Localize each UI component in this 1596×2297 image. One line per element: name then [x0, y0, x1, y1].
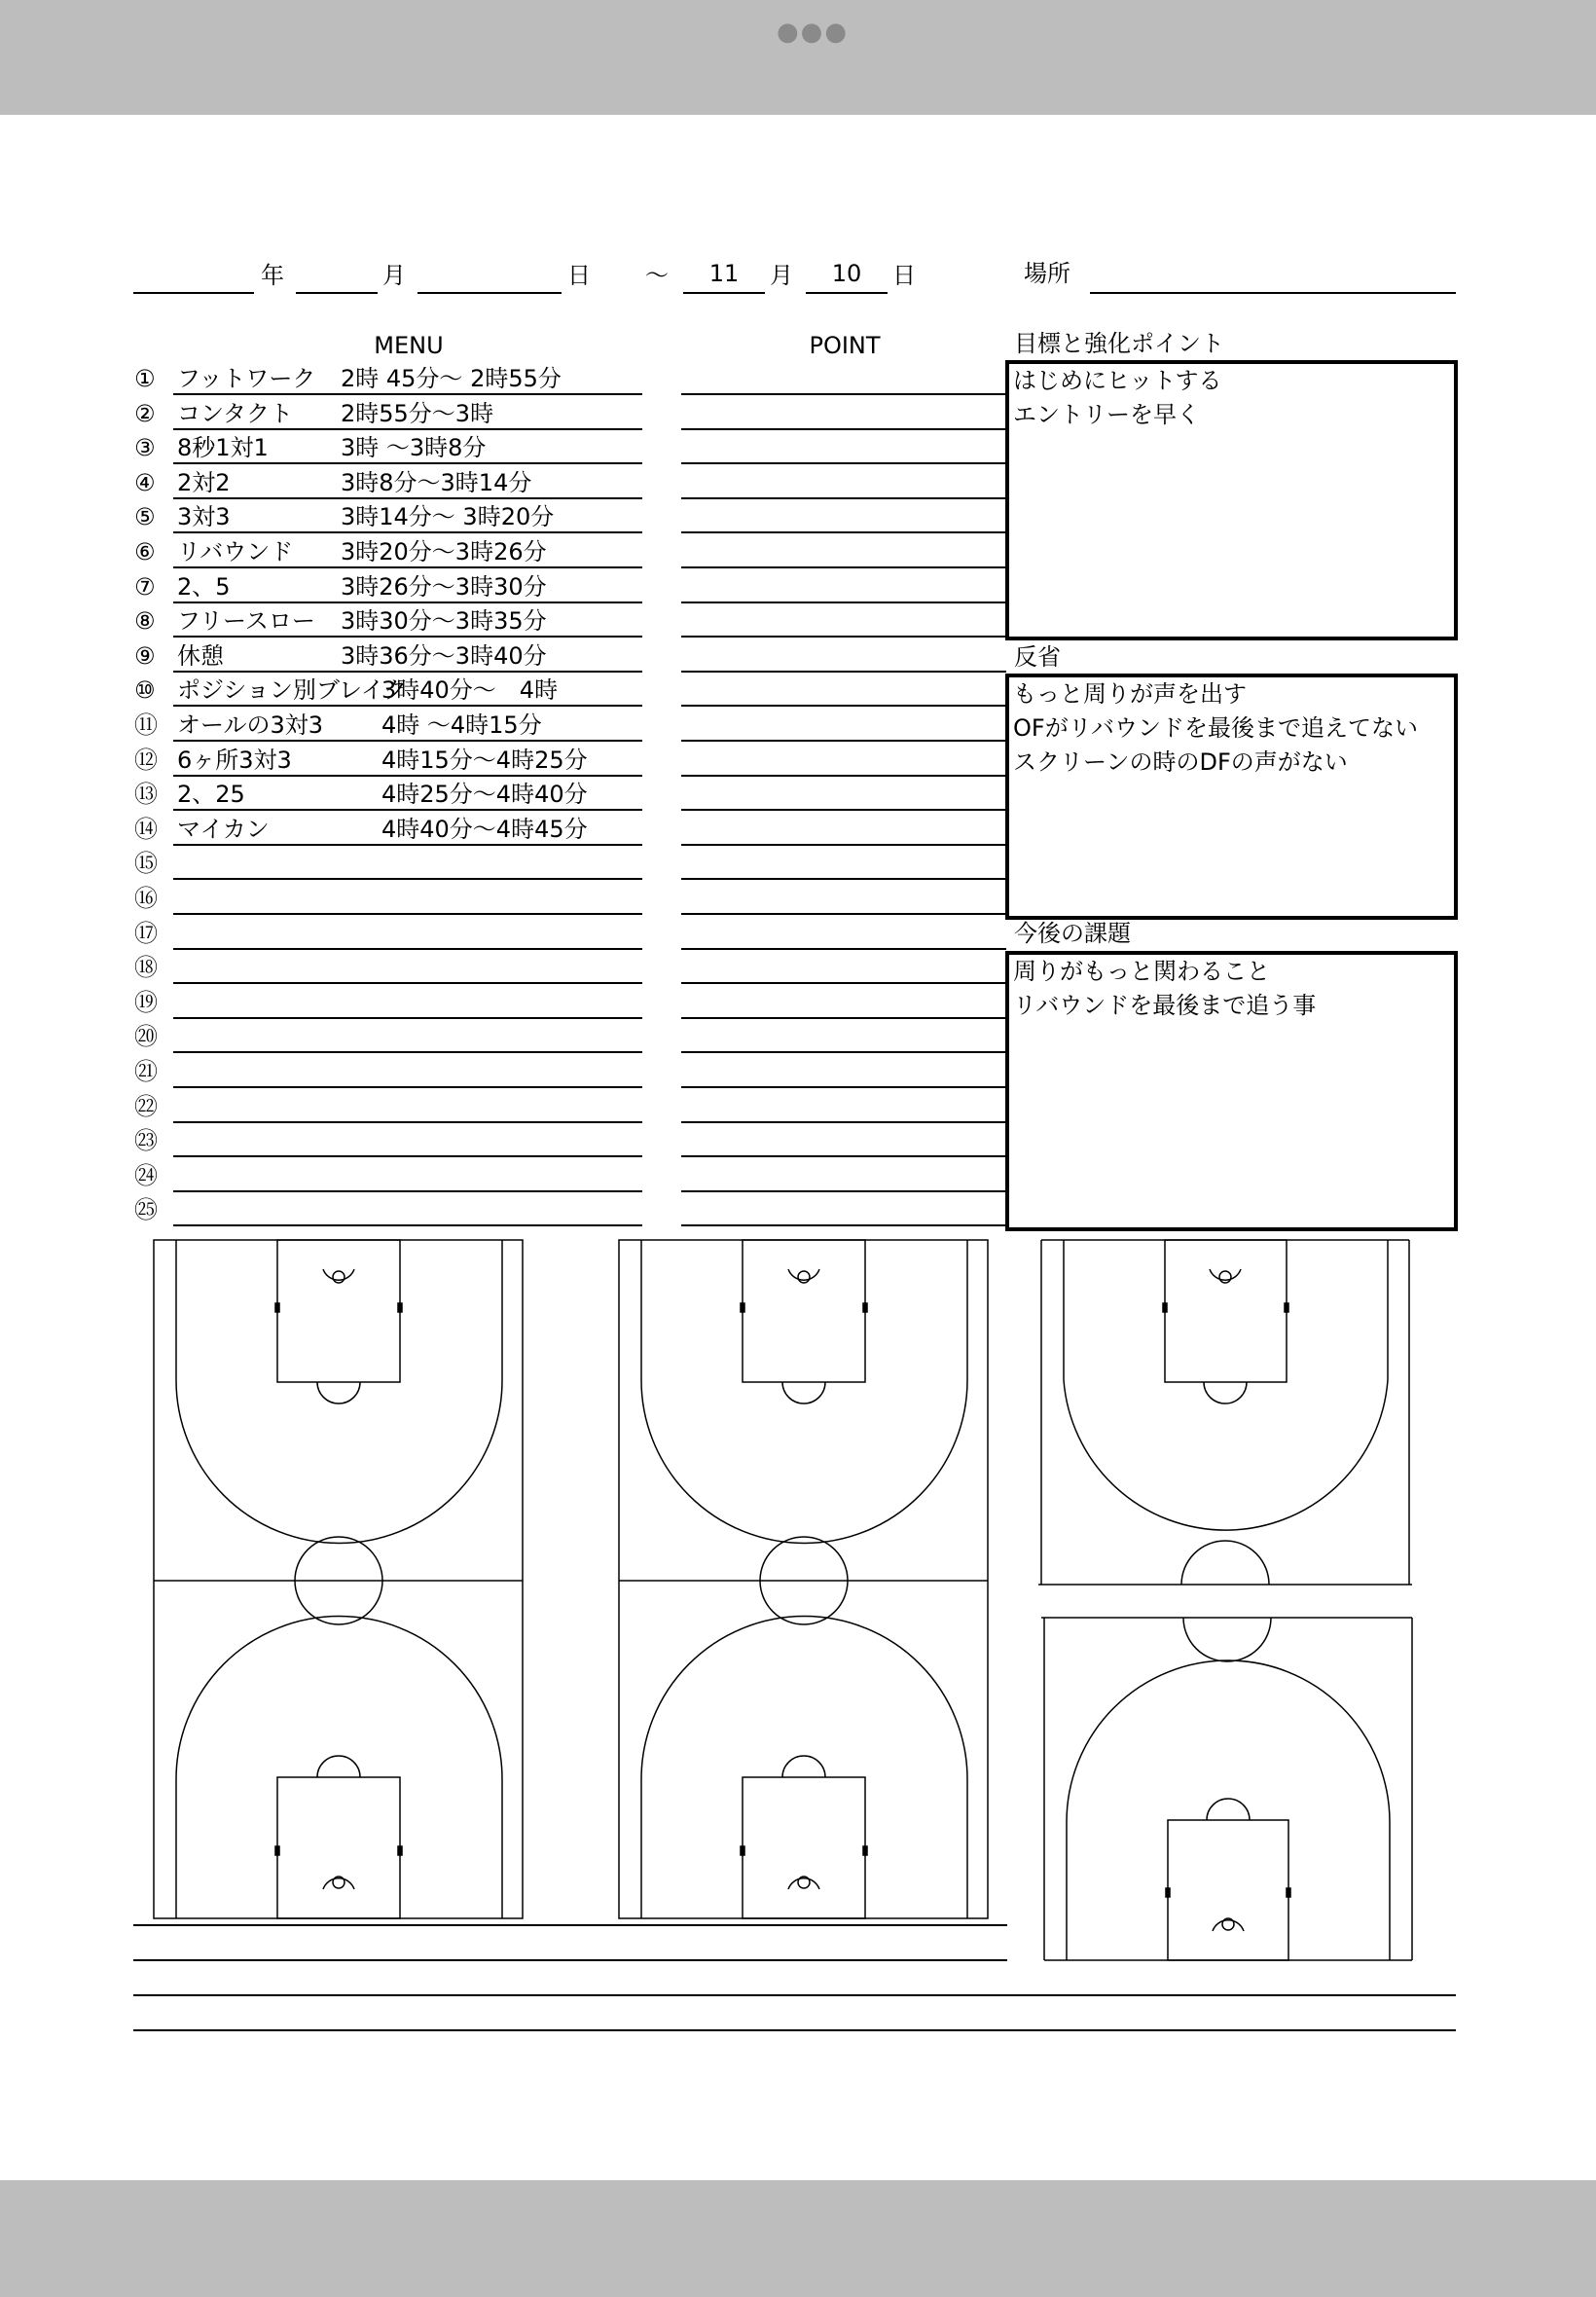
goals-title: 目標と強化ポイント: [1014, 330, 1224, 357]
place-label: 場所: [1024, 260, 1070, 287]
menu-number: ⑭: [134, 815, 158, 843]
month-label: 月: [382, 262, 406, 289]
reflection-line: スクリーンの時のDFの声がない: [1013, 748, 1348, 776]
year-label: 年: [261, 262, 284, 289]
menu-name[interactable]: 2、25: [177, 781, 245, 809]
to-day-value[interactable]: 10: [831, 260, 862, 287]
menu-name[interactable]: リバウンド: [177, 538, 294, 565]
viewer-top-bar: [0, 0, 1596, 115]
court-diagrams: [0, 115, 1596, 2180]
practice-sheet: [0, 115, 1596, 2180]
menu-name[interactable]: フリースロー: [177, 607, 315, 636]
menu-number: ⑯: [134, 885, 158, 912]
menu-name[interactable]: コンタクト: [177, 399, 294, 427]
menu-time[interactable]: 2時55分～3時: [341, 399, 494, 427]
goals-line: エントリーを早く: [1013, 401, 1200, 428]
point-column-header: POINT: [809, 332, 881, 359]
menu-number: ⑱: [134, 954, 158, 982]
menu-time[interactable]: 3時8分～3時14分: [341, 468, 532, 496]
menu-number: ㉒: [134, 1092, 158, 1120]
menu-number: ㉑: [134, 1058, 158, 1085]
menu-number: ⑲: [134, 988, 158, 1016]
menu-name[interactable]: マイカン: [177, 815, 270, 843]
viewer-bottom-bar: [0, 2180, 1596, 2297]
basketball-court-icon[interactable]: [619, 1240, 988, 1918]
menu-name[interactable]: ポジション別ブレイク: [177, 676, 408, 705]
menu-number: ①: [134, 365, 156, 392]
menu-name[interactable]: 休憩: [177, 641, 224, 670]
goals-line: はじめにヒットする: [1013, 367, 1222, 394]
menu-number: ⑥: [134, 538, 156, 565]
menu-name[interactable]: 6ヶ所3対3: [177, 746, 292, 774]
day-label: 日: [567, 262, 591, 289]
menu-number: ⑩: [134, 676, 156, 705]
menu-number: ③: [134, 434, 156, 462]
menu-number: ⑬: [134, 781, 158, 809]
menu-number: ②: [134, 399, 156, 427]
menu-number: ⑨: [134, 641, 156, 670]
menu-number: ⑳: [134, 1023, 158, 1051]
menu-time[interactable]: 4時 ～4時15分: [381, 711, 542, 739]
menu-time[interactable]: 3時36分～3時40分: [341, 641, 547, 670]
menu-number: ⑧: [134, 607, 156, 636]
menu-number: ⑪: [134, 711, 158, 739]
menu-number: ⑫: [134, 746, 158, 774]
menu-number: ㉕: [134, 1196, 158, 1224]
menu-time[interactable]: 3時14分～ 3時20分: [341, 503, 555, 531]
menu-number: ⑤: [134, 503, 156, 531]
menu-name[interactable]: 3対3: [177, 503, 231, 531]
menu-time[interactable]: 4時25分～4時40分: [381, 781, 588, 809]
menu-time[interactable]: 3時40分～ 4時: [381, 676, 559, 705]
menu-time[interactable]: 3時20分～3時26分: [341, 538, 547, 565]
basketball-court-icon[interactable]: [1038, 1240, 1412, 1585]
menu-number: ⑰: [134, 919, 158, 947]
range-tilde: ～: [645, 262, 669, 289]
menu-number: ㉓: [134, 1127, 158, 1155]
to-month-label: 月: [770, 262, 793, 289]
menu-time[interactable]: 4時40分～4時45分: [381, 815, 588, 843]
menu-time[interactable]: 3時 ～3時8分: [341, 434, 487, 462]
menu-number: ㉔: [134, 1161, 158, 1189]
basketball-court-icon[interactable]: [1041, 1618, 1412, 1960]
menu-column-header: MENU: [374, 332, 444, 359]
menu-name[interactable]: 2、5: [177, 572, 231, 601]
menu-time[interactable]: 3時26分～3時30分: [341, 572, 547, 601]
menu-time[interactable]: 4時15分～4時25分: [381, 746, 588, 774]
menu-name[interactable]: 2対2: [177, 468, 231, 496]
menu-time[interactable]: 3時30分～3時35分: [341, 607, 547, 636]
menu-name[interactable]: オールの3対3: [177, 711, 324, 739]
to-month-value[interactable]: 11: [708, 260, 740, 287]
menu-number: ④: [134, 468, 156, 496]
more-dots-icon[interactable]: ●●●: [777, 18, 850, 47]
reflection-line: もっと周りが声を出す: [1013, 680, 1247, 708]
future-line: リバウンドを最後まで追う事: [1013, 992, 1317, 1019]
menu-name[interactable]: 8秒1対1: [177, 434, 269, 462]
to-day-label: 日: [892, 262, 916, 289]
menu-name[interactable]: フットワーク: [177, 365, 316, 392]
menu-number: ⑮: [134, 850, 158, 878]
basketball-court-icon[interactable]: [154, 1240, 523, 1918]
future-line: 周りがもっと関わること: [1013, 958, 1270, 985]
menu-time[interactable]: 2時 45分～ 2時55分: [341, 365, 562, 392]
reflection-title: 反省: [1014, 643, 1061, 671]
reflection-line: OFがリバウンドを最後まで追えてない: [1013, 714, 1418, 742]
menu-number: ⑦: [134, 572, 156, 601]
future-title: 今後の課題: [1014, 920, 1131, 947]
